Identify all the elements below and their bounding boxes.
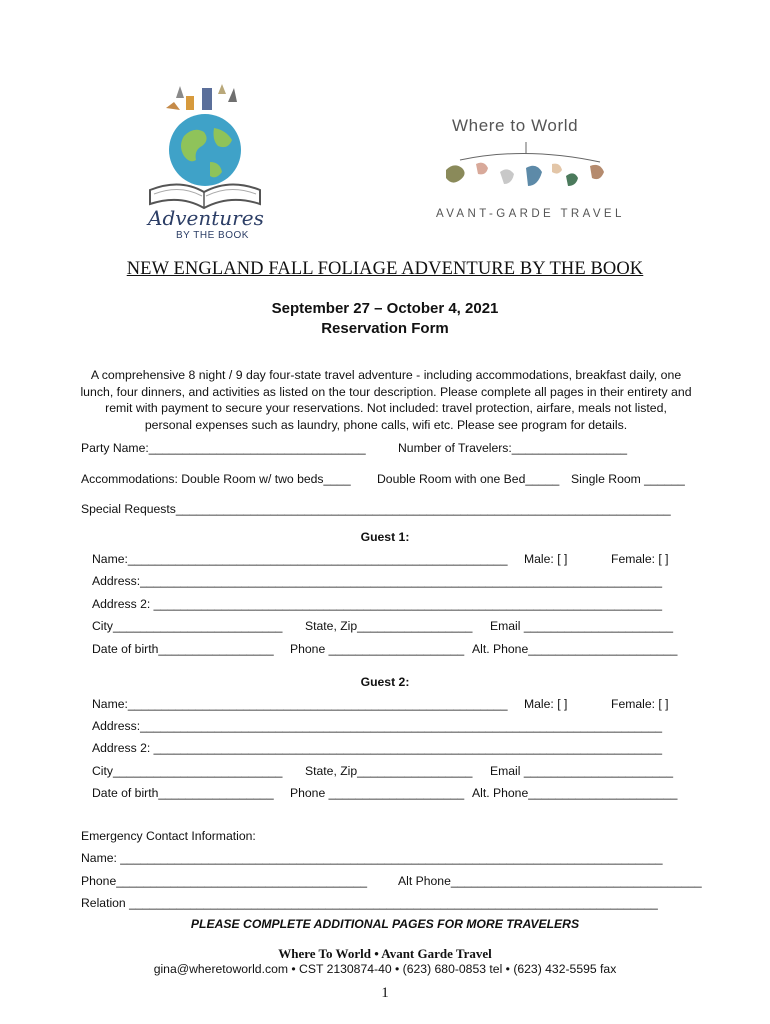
emergency-relation-field[interactable]: Relation ______________________________________________________________________________ bbox=[81, 896, 658, 910]
emergency-name-field[interactable]: Name: ________________________________________________________________________________ bbox=[81, 851, 663, 865]
guest-1-male-checkbox[interactable]: Male: [ ] bbox=[524, 552, 568, 566]
emergency-alt-phone-field[interactable]: Alt Phone_____________________________________ bbox=[398, 874, 702, 888]
guest-2-male-checkbox[interactable]: Male: [ ] bbox=[524, 697, 568, 711]
page-number: 1 bbox=[381, 985, 389, 1001]
guest-1-state-zip-field[interactable]: State, Zip_________________ bbox=[305, 619, 473, 633]
guest-1-female-checkbox[interactable]: Female: [ ] bbox=[611, 552, 669, 566]
event-dates: September 27 – October 4, 2021 bbox=[271, 300, 499, 317]
guest-1-email-field[interactable]: Email ______________________ bbox=[490, 619, 673, 633]
footer-contact: gina@wheretoworld.com • CST 2130874-40 • (623) 680-0853 tel • (623) 432-5595 fax bbox=[153, 962, 617, 976]
adventures-by-the-book-logo bbox=[140, 78, 270, 246]
logo-text-adventures: Adventures bbox=[148, 206, 264, 230]
guest-2-state-zip-field[interactable]: State, Zip_________________ bbox=[305, 764, 473, 778]
guest-1-alt-phone-field[interactable]: Alt. Phone______________________ bbox=[472, 642, 678, 656]
number-of-travelers-field[interactable]: Number of Travelers:_________________ bbox=[398, 441, 628, 455]
emergency-heading: Emergency Contact Information: bbox=[81, 829, 256, 843]
guest-2-city-field[interactable]: City_________________________ bbox=[92, 764, 283, 778]
continents-mobile-icon bbox=[440, 140, 620, 198]
guest-1-city-field[interactable]: City_________________________ bbox=[92, 619, 283, 633]
page-title: NEW ENGLAND FALL FOLIAGE ADVENTURE BY THE BOOK bbox=[126, 259, 644, 279]
guest-1-dob-field[interactable]: Date of birth_________________ bbox=[92, 642, 274, 656]
double-two-beds-field[interactable]: Accommodations: Double Room w/ two beds____ bbox=[81, 472, 351, 486]
guest-2-address-field[interactable]: Address:_____________________________________________________________________________ bbox=[92, 719, 663, 733]
guest-1-heading: Guest 1: bbox=[360, 530, 410, 544]
guest-2-female-checkbox[interactable]: Female: [ ] bbox=[611, 697, 669, 711]
guest-2-alt-phone-field[interactable]: Alt. Phone______________________ bbox=[472, 786, 678, 800]
guest-1-address2-field[interactable]: Address 2: ___________________________________________________________________________ bbox=[92, 597, 663, 611]
single-room-field[interactable]: Single Room ______ bbox=[571, 472, 685, 486]
where-to-world-logo bbox=[430, 110, 625, 225]
additional-pages-notice: PLEASE COMPLETE ADDITIONAL PAGES FOR MORE TRAVELERS bbox=[190, 917, 580, 931]
guest-1-phone-field[interactable]: Phone ____________________ bbox=[290, 642, 465, 656]
intro-paragraph: A comprehensive 8 night / 9 day four-state travel adventure - including accommodations, breakfast daily, one lunch, four dinners, and activities as listed on the tour description. Please complete all pages in their entirety and remit with payment to secure your reservations. Not included: travel protection, airfare, meals not listed, personal expenses such as laundry, phone calls, wifi etc. Please see program for details. bbox=[80, 368, 692, 432]
guest-1-name-field[interactable]: Name:________________________________________________________ bbox=[92, 552, 508, 566]
guest-2-email-field[interactable]: Email ______________________ bbox=[490, 764, 673, 778]
logo-text-where-to-world: Where to World bbox=[452, 116, 579, 135]
guest-2-dob-field[interactable]: Date of birth_________________ bbox=[92, 786, 274, 800]
special-requests-field[interactable]: Special Requests_________________________________________________________________________ bbox=[81, 502, 671, 516]
guest-2-address2-field[interactable]: Address 2: ___________________________________________________________________________ bbox=[92, 741, 663, 755]
guest-2-name-field[interactable]: Name:________________________________________________________ bbox=[92, 697, 508, 711]
emergency-phone-field[interactable]: Phone_____________________________________ bbox=[81, 874, 368, 888]
footer-company: Where To World • Avant Garde Travel bbox=[278, 946, 492, 961]
guest-1-address-field[interactable]: Address:_____________________________________________________________________________ bbox=[92, 574, 663, 588]
double-one-bed-field[interactable]: Double Room with one Bed_____ bbox=[377, 472, 560, 486]
guest-2-phone-field[interactable]: Phone ____________________ bbox=[290, 786, 465, 800]
logo-text-by-the-book: BY THE BOOK bbox=[176, 230, 249, 241]
guest-2-heading: Guest 2: bbox=[360, 675, 410, 689]
form-name: Reservation Form bbox=[321, 320, 449, 337]
party-name-field[interactable]: Party Name:________________________________ bbox=[81, 441, 366, 455]
logo-text-avant-garde: AVANT-GARDE TRAVEL bbox=[436, 208, 625, 220]
